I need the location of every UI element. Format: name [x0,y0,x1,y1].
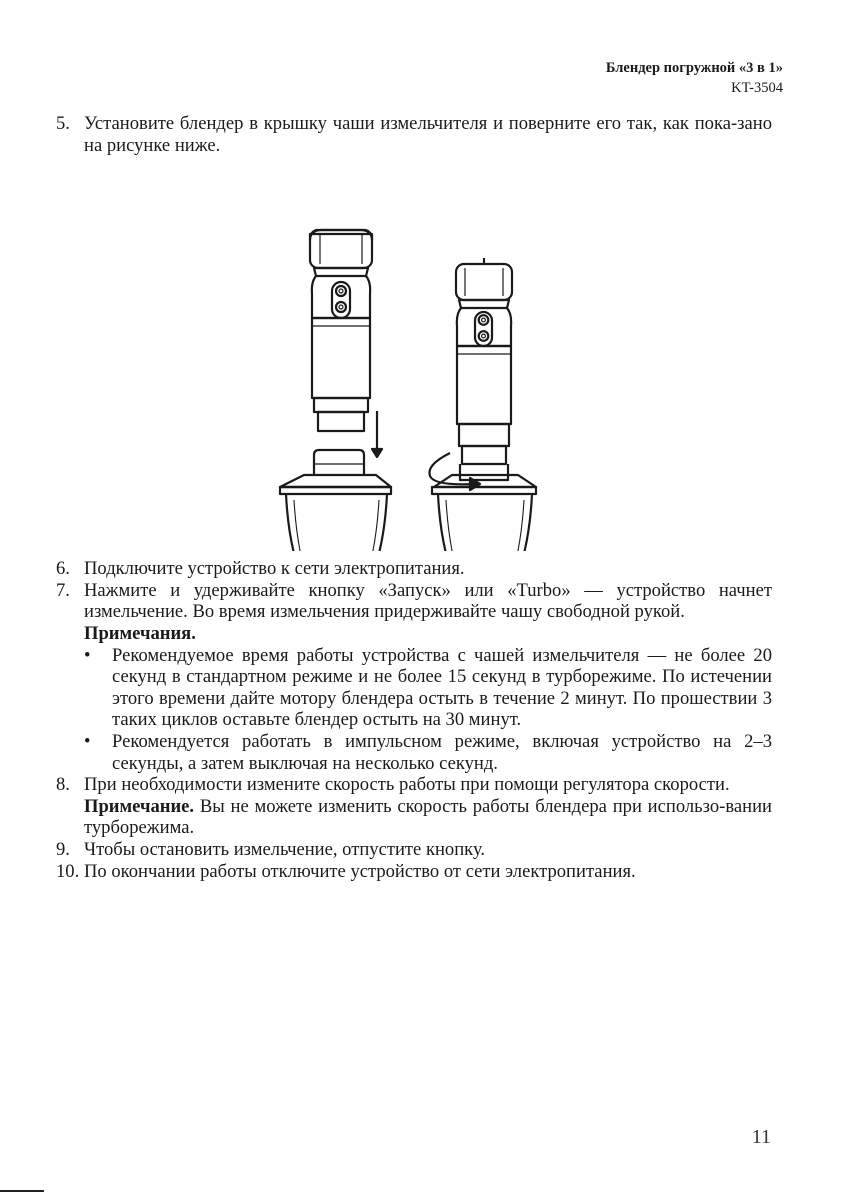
blender-motor-unit-left [310,230,372,431]
step-text: Подключите устройство к сети электропитания. [84,558,465,580]
step-text: Нажмите и удерживайте кнопку «Запуск» или «Turbo» — устройство начнет измельчение. Во время измельчения придерживайте чашу свободной рукой. [84,579,772,623]
page-number: 11 [751,1126,771,1148]
step-9 [56,839,772,861]
step-6 [56,558,772,580]
step-text: Чтобы остановить измельчение, отпустите кнопку. [84,838,486,860]
bullet-icon: • [84,644,91,666]
step-5 [56,113,772,156]
chopper-bowl-right [430,475,540,551]
bullet-text: Рекомендуется работать в импульсном режиме, включая устройство на 2–3 секунды, а затем выключая на несколько секунд. [112,730,772,774]
bullet-icon: • [84,730,91,752]
note-text: Вы не можете изменить скорость работы блендера при использо-вании турборежима. [84,795,772,839]
step-number: 7. [56,579,70,601]
note-heading: Примечание. [84,795,195,817]
step-number: 10. [56,860,80,882]
blender-motor-unit-right [456,258,512,480]
assembly-illustration [56,164,772,551]
instructions [56,113,772,882]
step-number: 6. [56,558,70,580]
step-7-notes [56,623,772,774]
note-bullet-2 [84,731,772,774]
note-bullet-1 [84,645,772,731]
model-number: KT-3504 [731,80,783,96]
footer-rule [0,1190,44,1192]
step-text: При необходимости измените скорость работы при помощи регулятора скорости. [84,774,730,796]
step-10 [56,861,772,883]
step-text: Установите блендер в крышку чаши измельчителя и поверните его так, как пока-зано на рисунке ниже. [84,113,772,156]
step-7 [56,580,772,623]
step-8-note [56,796,772,839]
page-header [606,58,783,98]
step-text: По окончании работы отключите устройство от сети электропитания. [84,860,636,882]
bullet-text: Рекомендуемое время работы устройства с чашей измельчителя — не более 20 секунд в стандартном режиме и не более 15 секунд в турборежиме. По истечении этого времени дайте мотору блендера остыть в течение 2 минут. По прошествии 3 таких циклов оставьте блендер остыть на 30 минут. [112,644,772,731]
blender-attach-diagram [56,164,772,551]
step-number: 8. [56,774,70,796]
document-title: Блендер погружной «3 в 1» [605,60,783,76]
step-number: 5. [56,113,70,134]
chopper-bowl-left [278,450,395,551]
arrow-down-icon [372,411,382,457]
step-number: 9. [56,838,70,860]
step-8 [56,774,772,796]
notes-heading: Примечания. [84,622,196,644]
